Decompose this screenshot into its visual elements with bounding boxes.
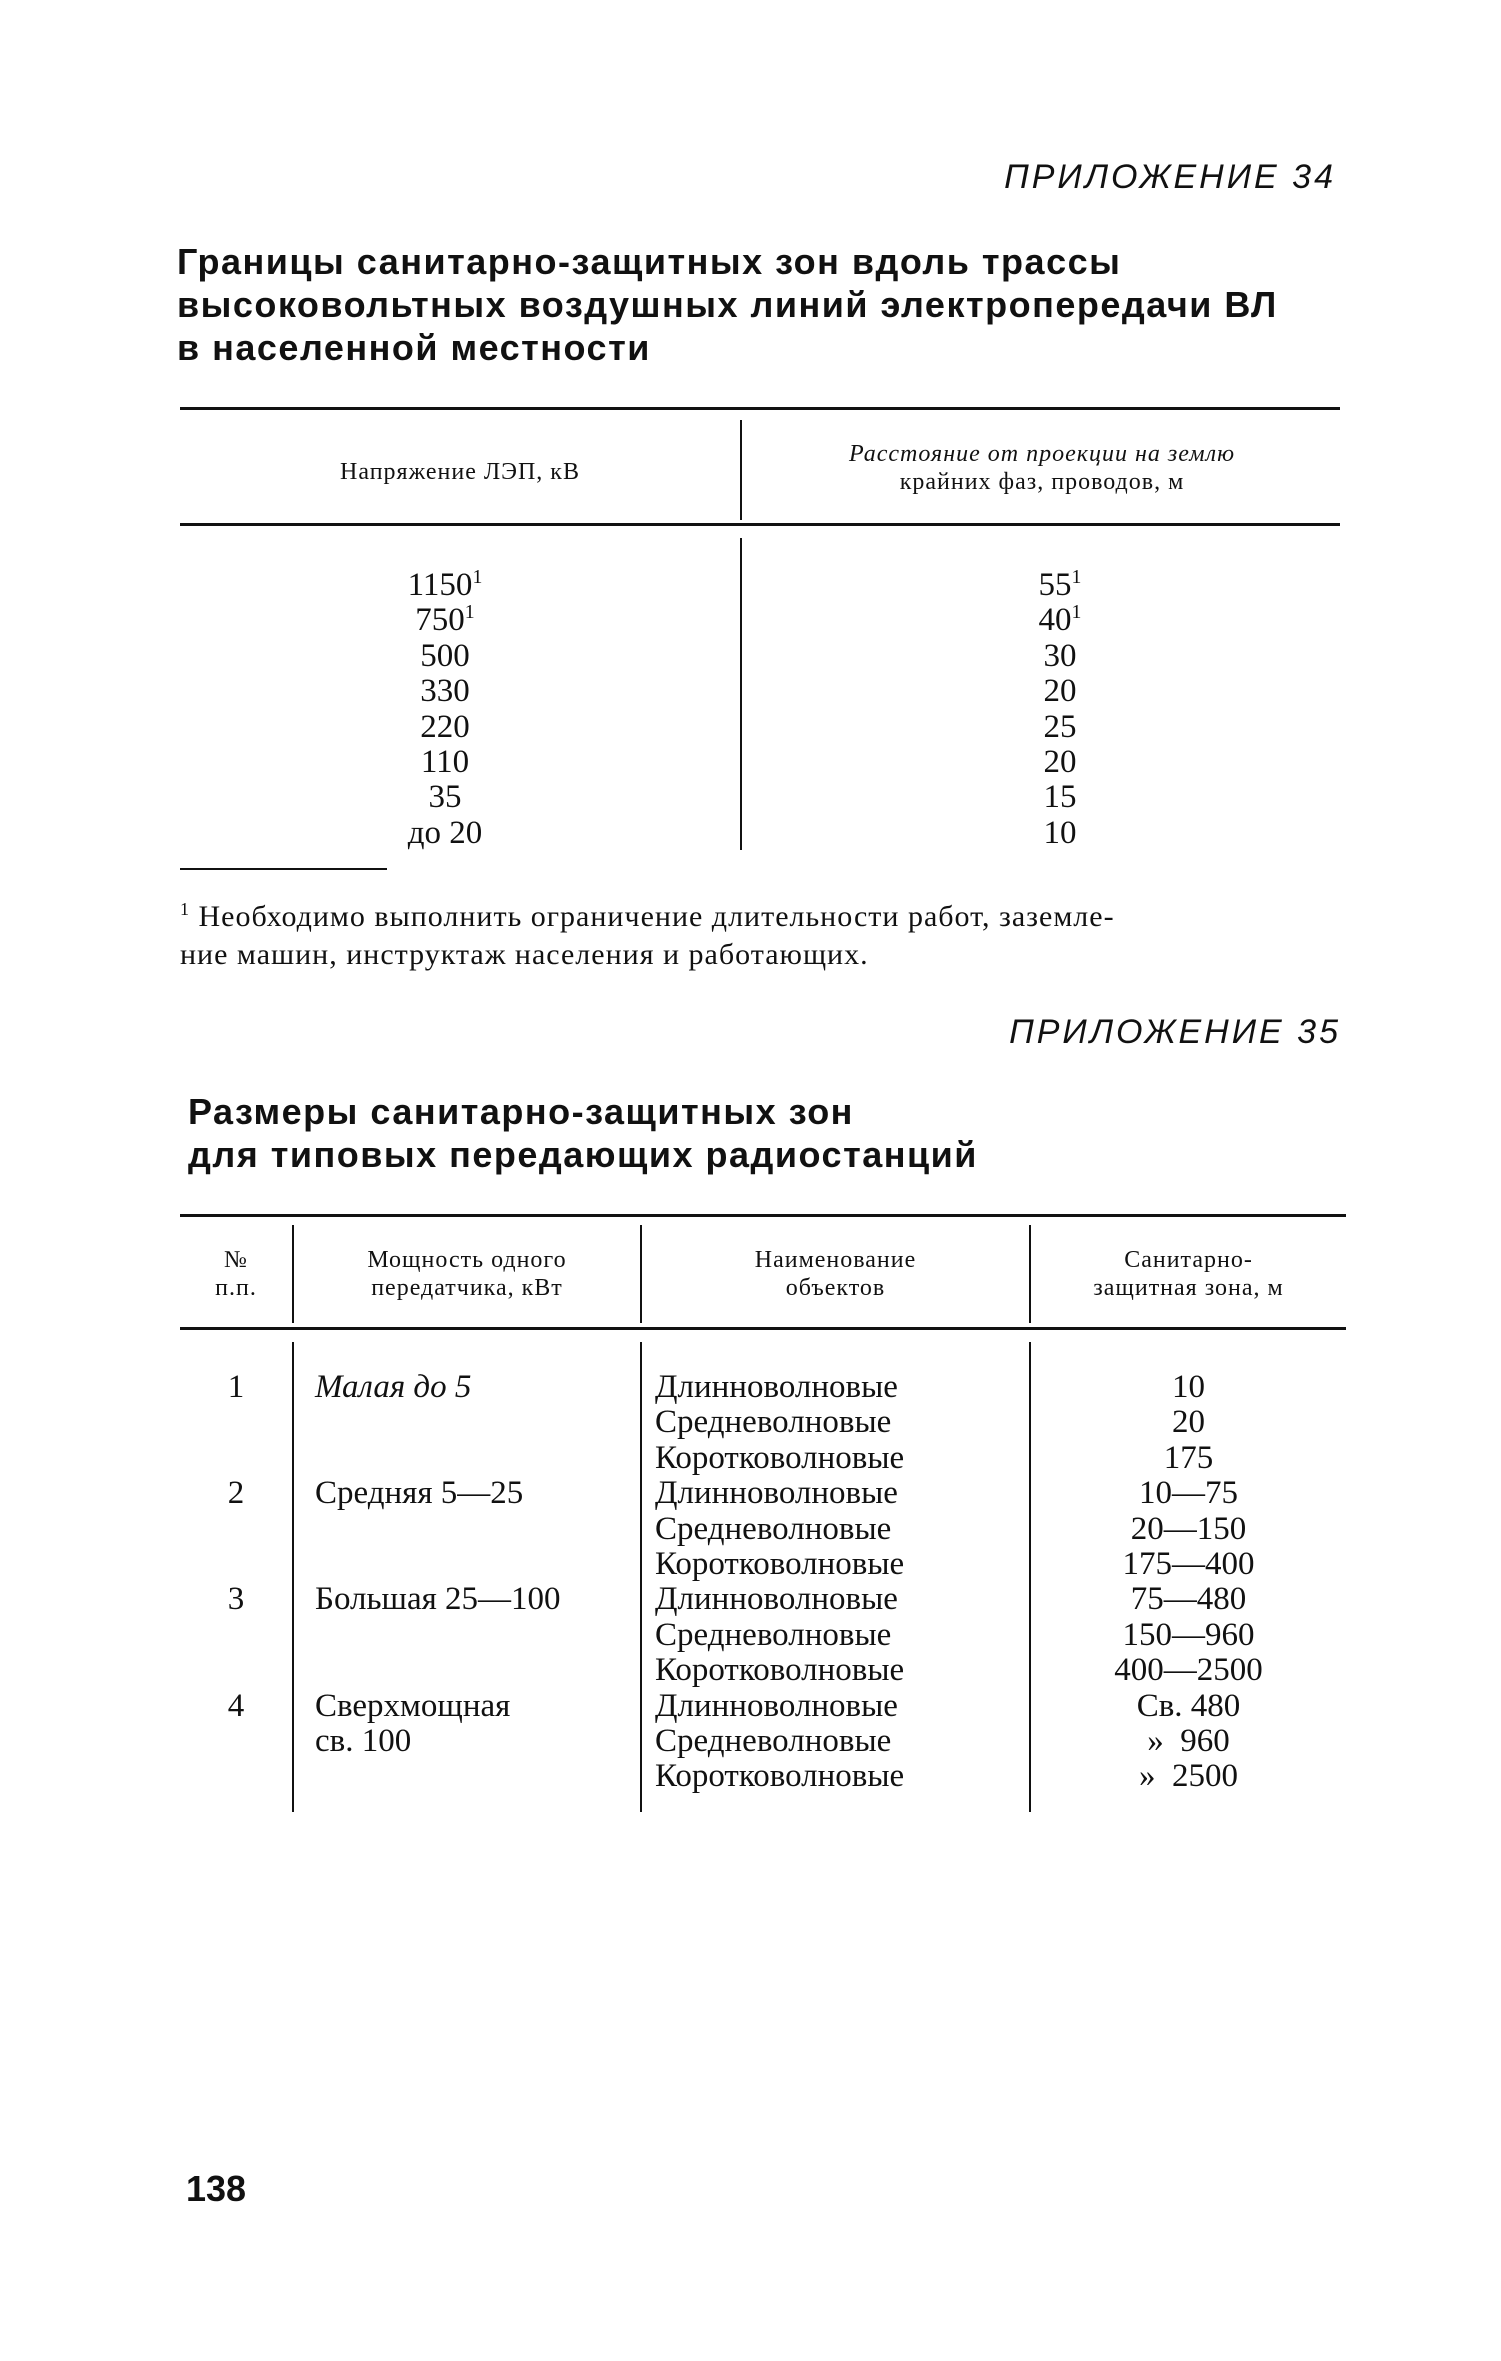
table-top-rule <box>180 407 1340 410</box>
cell-value: 20 <box>1043 673 1077 710</box>
header-bottom-rule <box>180 1327 1346 1330</box>
zone-size: 75—480 <box>1130 1581 1247 1618</box>
cell-value: 750 <box>415 602 465 639</box>
cell-value: 55 <box>1038 567 1072 603</box>
zone-size: 10—75 <box>1139 1475 1238 1512</box>
header-line: крайних фаз, проводов, м <box>899 469 1185 495</box>
object-name: Длинноволновые <box>655 1475 898 1512</box>
header-line: объектов <box>785 1275 886 1301</box>
zone-size: Св. 480 <box>1136 1687 1241 1724</box>
title-line: для типовых передающих радиостанций <box>188 1134 978 1175</box>
cell-value: 15 <box>1043 779 1077 816</box>
cell-value: 220 <box>420 708 470 745</box>
table-row <box>180 1405 1346 1440</box>
table-row <box>180 737 1340 780</box>
table-top-rule <box>180 1214 1346 1217</box>
header-distance <box>742 440 1342 496</box>
appendix-35-title <box>188 1090 978 1176</box>
table-row <box>180 1547 1346 1582</box>
table-row <box>180 1653 1346 1688</box>
transmitter-power: Сверхмощная <box>315 1687 511 1724</box>
zone-size: » 960 <box>1147 1722 1230 1759</box>
footnote-line: ние машин, инструктаж населения и работающих. <box>180 938 869 971</box>
cell-value: 500 <box>420 637 470 674</box>
cell-value: 10 <box>1043 814 1077 851</box>
table-row <box>180 1476 1346 1511</box>
zone-size: 20—150 <box>1130 1510 1247 1547</box>
footnote-ref: 1 <box>472 566 483 588</box>
transmitter-power: св. 100 <box>315 1722 412 1759</box>
table-cell <box>350 808 540 851</box>
table-body <box>180 1370 1346 1795</box>
zone-size: 150—960 <box>1122 1616 1255 1653</box>
title-line: Границы санитарно-защитных зон вдоль трассы <box>177 241 1122 282</box>
footnote-ref: 1 <box>1071 601 1082 624</box>
table-row <box>180 595 1340 639</box>
footnote-line: Необходимо выполнить ограничение длительности работ, заземле- <box>198 900 1115 933</box>
row-number: 4 <box>227 1687 245 1724</box>
table-row <box>180 772 1340 816</box>
table-row <box>180 808 1340 851</box>
object-name: Коротковолновые <box>655 1439 905 1476</box>
transmitter-power: Средняя 5—25 <box>315 1475 524 1512</box>
title-line: высоковольтных воздушных линий электропередачи ВЛ <box>177 284 1278 325</box>
object-name: Длинноволновые <box>655 1369 898 1405</box>
footnote-rule <box>180 868 387 870</box>
header-line: Санитарно- <box>1124 1247 1253 1273</box>
table-row <box>180 1689 1346 1724</box>
footnote <box>180 890 1345 974</box>
table-row <box>180 1582 1346 1617</box>
object-name: Средневолновые <box>655 1616 892 1653</box>
table-row <box>180 631 1340 674</box>
appendix-35-label: ПРИЛОЖЕНИЕ 35 <box>1009 1013 1341 1051</box>
object-name: Коротковолновые <box>655 1652 905 1689</box>
cell-value: 110 <box>420 743 470 780</box>
table-row <box>180 702 1340 745</box>
header-num <box>180 1246 292 1302</box>
zone-size: 175—400 <box>1122 1545 1255 1582</box>
row-number: 2 <box>227 1475 245 1512</box>
page-number: 138 <box>186 2168 247 2209</box>
zone-size: » 2500 <box>1139 1758 1238 1795</box>
transmitter-power: Малая до 5 <box>315 1369 472 1405</box>
footnote-ref: 1 <box>1071 566 1082 588</box>
header-voltage: Напряжение ЛЭП, кВ <box>340 459 580 485</box>
cell-value: 20 <box>1043 743 1077 780</box>
header-zone <box>1031 1246 1346 1302</box>
table-body <box>180 560 1340 851</box>
header-bottom-rule <box>180 523 1340 526</box>
transmitter-power: Большая 25—100 <box>315 1581 561 1618</box>
object-name: Длинноволновые <box>655 1687 898 1724</box>
table-cell <box>960 808 1160 851</box>
footnote-mark: 1 <box>180 899 190 919</box>
table-row <box>180 1724 1346 1759</box>
header-line: Наименование <box>754 1247 917 1273</box>
table-row <box>180 1370 1346 1405</box>
cell-value: 40 <box>1038 602 1072 639</box>
object-name: Длинноволновые <box>655 1581 898 1618</box>
cell-value: 1150 <box>407 567 473 603</box>
object-name: Средневолновые <box>655 1510 892 1547</box>
zone-size: 10 <box>1172 1369 1205 1405</box>
cell-value: 330 <box>420 673 470 710</box>
header-line: Мощность одного <box>367 1247 567 1273</box>
cell-value: 35 <box>428 779 462 816</box>
header-line: передатчика, кВт <box>371 1275 563 1301</box>
cell-value: до 20 <box>407 814 483 851</box>
object-name: Коротковолновые <box>655 1545 905 1582</box>
footnote-ref: 1 <box>464 601 475 624</box>
zone-size: 20 <box>1172 1404 1205 1441</box>
table-row <box>180 666 1340 710</box>
object-name: Средневолновые <box>655 1404 892 1441</box>
object-name: Коротковолновые <box>655 1758 905 1795</box>
header-line: Расстояние от проекции на землю <box>848 441 1236 467</box>
table-row <box>180 1512 1346 1547</box>
table-row <box>180 560 1340 603</box>
header-line: № <box>224 1247 248 1273</box>
header-power <box>294 1246 640 1302</box>
header-line: п.п. <box>215 1275 257 1301</box>
zone-size: 175 <box>1163 1439 1214 1476</box>
header-line: защитная зона, м <box>1093 1275 1284 1301</box>
row-number: 1 <box>227 1369 245 1405</box>
appendix-34-title <box>177 240 1278 369</box>
table-row <box>180 1618 1346 1653</box>
title-line: Размеры санитарно-защитных зон <box>188 1091 854 1132</box>
table-row <box>180 1441 1346 1476</box>
table-row <box>180 1759 1346 1794</box>
header-objects <box>642 1246 1029 1302</box>
row-number: 3 <box>227 1581 245 1618</box>
cell-value: 30 <box>1043 637 1077 674</box>
zone-size: 400—2500 <box>1114 1652 1263 1689</box>
title-line: в населенной местности <box>177 327 651 368</box>
cell-value: 25 <box>1043 708 1077 745</box>
object-name: Средневолновые <box>655 1722 892 1759</box>
appendix-34-label: ПРИЛОЖЕНИЕ 34 <box>1004 158 1336 196</box>
